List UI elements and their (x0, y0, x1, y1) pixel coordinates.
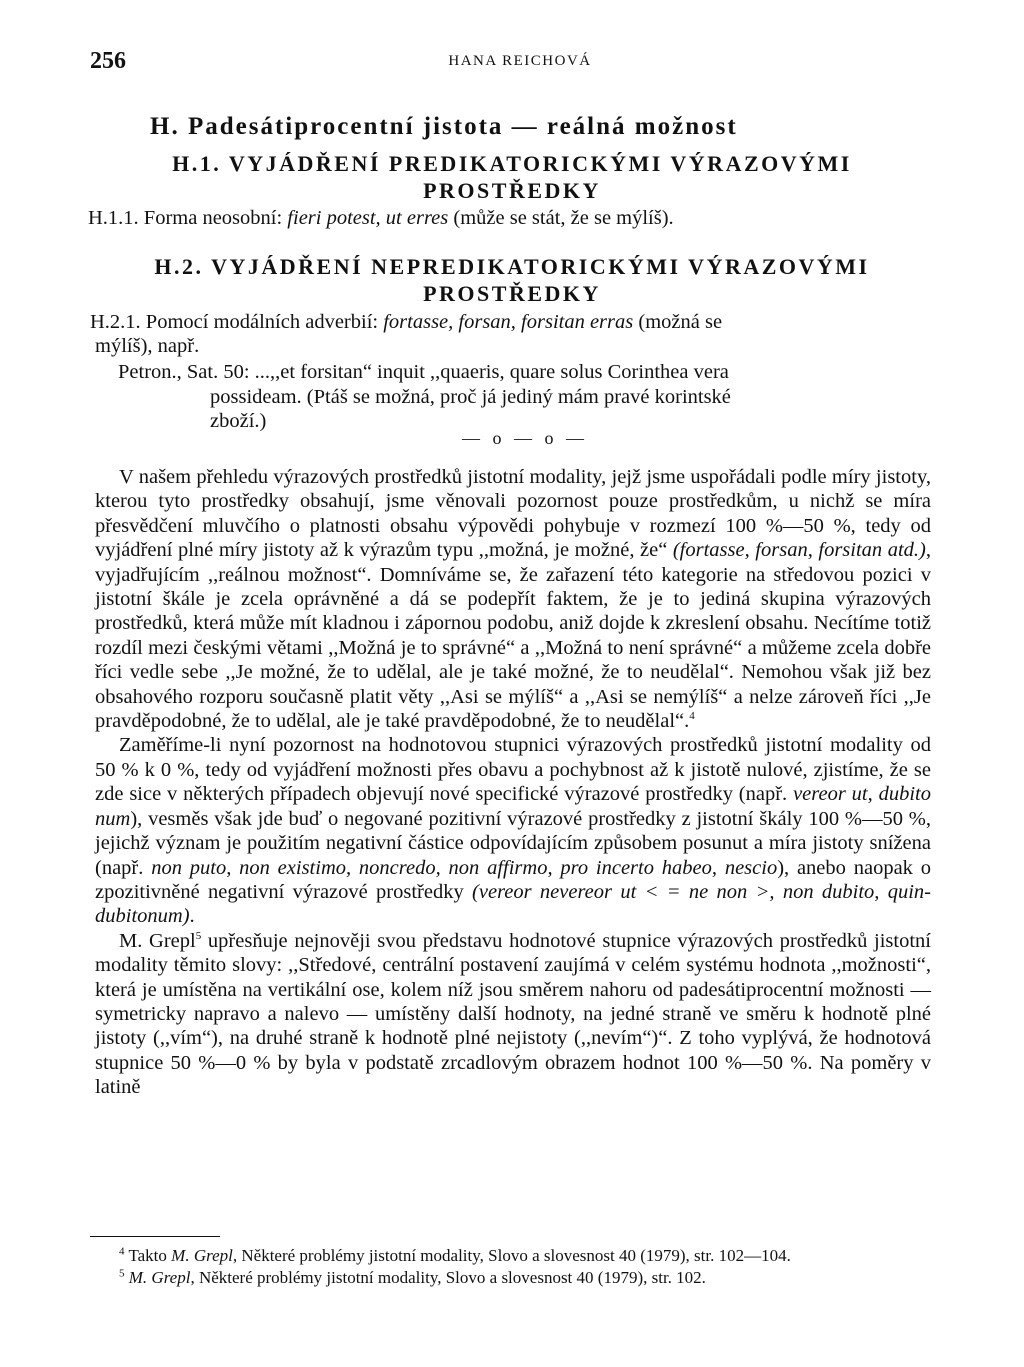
subsection-heading-h1-line2: PROSTŘEDKY (423, 178, 601, 203)
footnote-divider (90, 1236, 220, 1237)
subsection-h21 (90, 311, 722, 334)
footnote-ref-5[interactable]: 5 (195, 929, 202, 942)
h21-label: H.2.1. Pomocí modálních adverbií: (90, 311, 384, 333)
h21-latin: fortasse, forsan, forsitan erras (383, 311, 634, 333)
running-head: HANA REICHOVÁ (448, 53, 592, 69)
footnote-mark: 5 (119, 1267, 125, 1280)
paragraph-1-part-a: V našem přehledu výrazových prostředků jistotní modality, jejž jsme uspořádali podle míry jistoty, kterou tyto prostředky obsahují, jsme věnovali pozornost pouze prostředkům, u nichž se míra přesvědčení mluvčího o platnosti obsahu výpovědi pohybuje v rozmezí 100 %—50 %, tedy od vyjádření plné míry jistoty až k výrazům typu ,,možná, je možné, že“ (95, 466, 931, 562)
footnote-4 (95, 1245, 931, 1267)
paragraph-2-latin-3: (vereor nevereor ut < = ne non >, non dubito, quin-dubitonum) (95, 880, 931, 928)
footnote-citation: , Některé problémy jistotní modality, Slovo a slovesnost 40 (1979), str. 102. (190, 1268, 706, 1287)
example-line1: Petron., Sat. 50: ...,,et forsitan“ inquit ,,quaeris, quare solus Corinthea vera (118, 361, 729, 383)
subsection-heading-h1 (0, 150, 1024, 204)
paragraph-2-part-c: ), anebo naopak o zpozitivněné negativní výrazové prostředky (95, 856, 931, 903)
paragraph-1-part-b: , vyjadřujícím ,,reálnou možnost“. Domníváme se, že zařazení této kategorie na středovou pozici v jistotní škále je zcela oprávněné a dá se podepřít faktem, že je to jediná skupina výrazových prostředků, která může mít kladnou i zápornou podobu, aniž dojde k zkreslení obsahu. Necítíme totiž rozdíl mezi českými větami ,,Možná je to správné“ a ,,Možná to není správné“ a můžeme zcela dobře říci vedle sebe ,,Je možné, že to udělal, ale je také možné, že to neudělal“. Nemohou však již bez obsahového rozporu současně platit věty ,,Asi se mýlíš“ a ,,Asi se nemýlíš“ a nelze zároveň říci ,,Je pravděpodobné, že to udělal, ale je také pravděpodobné, že to neudělal“. (95, 539, 931, 733)
h11-latin: fieri potest, ut erres (287, 207, 449, 229)
paragraph-3-author: M. Grepl (119, 929, 196, 952)
footnote-citation: , Některé problémy jistotní modality, Slovo a slovesnost 40 (1979), str. 102—104. (232, 1246, 791, 1265)
example-line3: zboží.) (210, 410, 267, 432)
footnote-author: M. Grepl (171, 1246, 233, 1265)
h11-label: H.1.1. Forma neosobní: (88, 207, 288, 229)
paragraph-2 (95, 733, 931, 928)
footnote-author: M. Grepl (128, 1268, 191, 1287)
h11-translation: (může se stát, že se mýlíš). (448, 207, 674, 229)
footnote-ref-4[interactable]: 4 (689, 710, 695, 723)
paragraph-3 (95, 929, 931, 1100)
footnote-5 (95, 1267, 931, 1289)
paragraph-1-latin: (fortasse, forsan, forsitan atd.) (672, 539, 926, 562)
paragraph-1 (95, 465, 931, 733)
footnotes (95, 1245, 931, 1289)
subsection-heading-h1-line1: H.1. VYJÁDŘENÍ PREDIKATORICKÝMI VÝRAZOVÝMI (172, 151, 852, 176)
paragraph-2-part-d: . (189, 905, 195, 928)
body-text (95, 465, 931, 1100)
paragraph-2-latin-1: vereor ut, dubito num (95, 783, 932, 830)
page-number: 256 (90, 48, 126, 74)
paragraph-2-latin-2: non puto, non existimo, noncredo, non affirmo, pro incerto habeo, nescio (151, 856, 778, 879)
footnote-text: Takto (124, 1246, 172, 1265)
paragraph-2-part-b: ), vesměs však jde buď o negované pozitivní výrazové prostředky z jistotní škály 100 %—50 %, jejichž význam je použitím negativní částice odpovídajícím způsobem posunut a míra jistoty snížena (např. (95, 807, 931, 879)
subsection-heading-h2-line1: H.2. VYJÁDŘENÍ NEPREDIKATORICKÝMI VÝRAZOVÝMI (154, 254, 870, 279)
example-line2: possideam. (Ptáš se možná, proč já jediný mám pravé korintské (210, 386, 731, 408)
h21-rest: (možná se (633, 311, 723, 333)
subsection-h11 (88, 207, 674, 230)
subsection-heading-h2 (0, 253, 1024, 307)
paragraph-3-part-b: upřesňuje nejnověji svou představu hodnotové stupnice výrazových prostředků jistotní modality těmito slovy: ,,Středové, centrální postavení zaujímá v celém systému hodnota ,,možnosti“, která je umístěna na vertikální ose, kolem níž jsou směrem nahoru od padesátiprocentní možnosti — symetricky napravo a nalevo — umístěny další hodnoty, na jedné straně ve směru k hodnotě plné jistoty (,,vím“), na druhé straně k hodnotě plné nejistoty (,,nevím“)“. Z toho vyplývá, že hodnotová stupnice 50 %—0 % by byla v podstatě zrcadlovým obrazem hodnot 100 %—50 %. Na poměry v latině (95, 929, 932, 1099)
section-heading-h: H. Padesátiprocentní jistota — reálná možnost (150, 113, 738, 140)
paragraph-2-part-a: Zaměříme-li nyní pozornost na hodnotovou stupnici výrazových prostředků jistotní modality od 50 % k 0 %, tedy od vyjádření možnosti přes obavu a pochybnost až k jistotě nulové, zjistíme, že se zde sice v některých případech objevují nové specifické výrazové prostředky (např. (95, 734, 931, 806)
section-separator: — o — o — (462, 428, 588, 448)
footnote-mark: 4 (119, 1245, 125, 1258)
h21-line2: mýlíš), např. (95, 335, 200, 357)
page-header (90, 48, 950, 78)
subsection-heading-h2-line2: PROSTŘEDKY (423, 281, 601, 306)
